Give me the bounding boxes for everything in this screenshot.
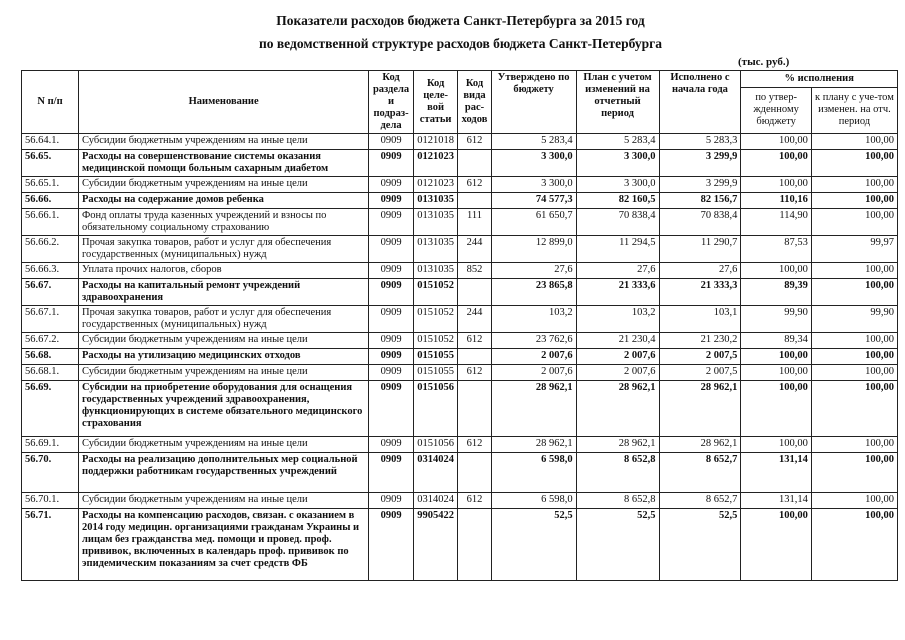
row-pct-budget: 100,00 [741, 509, 811, 581]
row-plan: 82 160,5 [576, 193, 659, 209]
row-name: Субсидии на приобретение оборудования для оснащения государственных учреждений здравоохранения, функционирующих в системе обязательного медицинского страхования [79, 381, 369, 437]
row-razdel: 0909 [369, 349, 414, 365]
row-statya: 0151055 [413, 365, 458, 381]
row-num: 56.69. [22, 381, 79, 437]
row-executed: 28 962,1 [659, 381, 741, 437]
row-pct-plan: 100,00 [811, 279, 897, 306]
row-pct-plan: 100,00 [811, 381, 897, 437]
row-pct-budget: 131,14 [741, 493, 811, 509]
row-razdel: 0909 [369, 453, 414, 493]
row-num: 56.65.1. [22, 177, 79, 193]
row-vid [458, 193, 491, 209]
row-vid: 244 [458, 306, 491, 333]
table-row [22, 279, 898, 306]
row-name: Расходы на утилизацию медицинских отходов [79, 349, 369, 365]
row-vid: 612 [458, 333, 491, 349]
row-executed: 11 290,7 [659, 236, 741, 263]
row-name: Уплата прочих налогов, сборов [79, 263, 369, 279]
row-statya: 0151056 [413, 381, 458, 437]
row-num: 56.68.1. [22, 365, 79, 381]
row-name: Расходы на компенсацию расходов, связан. с оказанием в 2014 году медицин. организациями гражданам Украины и лицам без гражданства мед. помощи и провед. проф. прививок, включенных в календарь проф. прививок по эпидемическим показаниям за счет средств ФБ [79, 509, 369, 581]
header-name: Наименование [79, 71, 369, 134]
row-num: 56.66.2. [22, 236, 79, 263]
row-name: Субсидии бюджетным учреждениям на иные цели [79, 177, 369, 193]
row-pct-budget: 100,00 [741, 134, 811, 150]
table-row [22, 437, 898, 453]
row-pct-plan: 100,00 [811, 150, 897, 177]
row-pct-budget: 100,00 [741, 349, 811, 365]
row-pct-plan: 99,97 [811, 236, 897, 263]
table-row [22, 381, 898, 437]
row-razdel: 0909 [369, 306, 414, 333]
row-num: 56.67.2. [22, 333, 79, 349]
row-name: Субсидии бюджетным учреждениям на иные цели [79, 493, 369, 509]
row-pct-budget: 89,39 [741, 279, 811, 306]
row-approved: 6 598,0 [491, 493, 576, 509]
row-num: 56.69.1. [22, 437, 79, 453]
row-name: Субсидии бюджетным учреждениям на иные цели [79, 134, 369, 150]
table-row [22, 150, 898, 177]
row-plan: 8 652,8 [576, 493, 659, 509]
row-razdel: 0909 [369, 493, 414, 509]
row-razdel: 0909 [369, 193, 414, 209]
row-approved: 6 598,0 [491, 453, 576, 493]
row-pct-plan: 100,00 [811, 453, 897, 493]
row-executed: 5 283,3 [659, 134, 741, 150]
table-row [22, 509, 898, 581]
row-vid: 852 [458, 263, 491, 279]
row-num: 56.67. [22, 279, 79, 306]
row-executed: 82 156,7 [659, 193, 741, 209]
header-percent: % исполнения [741, 71, 898, 88]
row-pct-budget: 100,00 [741, 437, 811, 453]
row-statya: 0314024 [413, 453, 458, 493]
row-pct-budget: 100,00 [741, 177, 811, 193]
table-row [22, 236, 898, 263]
row-razdel: 0909 [369, 509, 414, 581]
row-executed: 103,1 [659, 306, 741, 333]
row-statya: 0151056 [413, 437, 458, 453]
row-approved: 28 962,1 [491, 381, 576, 437]
row-executed: 28 962,1 [659, 437, 741, 453]
row-approved: 3 300,0 [491, 177, 576, 193]
row-approved: 52,5 [491, 509, 576, 581]
row-name: Расходы на содержание домов ребенка [79, 193, 369, 209]
row-vid [458, 509, 491, 581]
row-approved: 5 283,4 [491, 134, 576, 150]
row-pct-budget: 110,16 [741, 193, 811, 209]
table-row [22, 349, 898, 365]
row-pct-budget: 100,00 [741, 381, 811, 437]
row-plan: 28 962,1 [576, 381, 659, 437]
row-vid: 111 [458, 209, 491, 236]
row-razdel: 0909 [369, 279, 414, 306]
row-vid: 612 [458, 437, 491, 453]
row-approved: 74 577,3 [491, 193, 576, 209]
row-name: Прочая закупка товаров, работ и услуг для обеспечения государственных (муниципальных) нужд [79, 236, 369, 263]
row-name: Фонд оплаты труда казенных учреждений и взносы по обязательному социальному страхованию [79, 209, 369, 236]
row-num: 56.65. [22, 150, 79, 177]
document-title-line1: Показатели расходов бюджета Санкт-Петербурга за 2015 год [276, 13, 645, 28]
row-pct-budget: 100,00 [741, 263, 811, 279]
header-vid: Код вида рас-ходов [458, 71, 491, 134]
row-plan: 27,6 [576, 263, 659, 279]
row-vid [458, 349, 491, 365]
row-statya: 0151052 [413, 333, 458, 349]
row-approved: 3 300,0 [491, 150, 576, 177]
header-pct-plan: к плану с уче-том изменен. на отч. период [811, 87, 897, 133]
row-num: 56.66.1. [22, 209, 79, 236]
row-razdel: 0909 [369, 437, 414, 453]
row-plan: 11 294,5 [576, 236, 659, 263]
row-name: Субсидии бюджетным учреждениям на иные цели [79, 365, 369, 381]
row-executed: 70 838,4 [659, 209, 741, 236]
row-pct-plan: 100,00 [811, 437, 897, 453]
row-approved: 103,2 [491, 306, 576, 333]
row-approved: 23 865,8 [491, 279, 576, 306]
row-executed: 2 007,5 [659, 349, 741, 365]
table-row [22, 365, 898, 381]
row-statya: 0121023 [413, 150, 458, 177]
header-razdel: Код раздела и подраз-дела [369, 71, 414, 134]
row-razdel: 0909 [369, 134, 414, 150]
row-pct-plan: 99,90 [811, 306, 897, 333]
row-name: Субсидии бюджетным учреждениям на иные цели [79, 333, 369, 349]
row-statya: 0151052 [413, 279, 458, 306]
table-row [22, 263, 898, 279]
row-approved: 61 650,7 [491, 209, 576, 236]
header-pct-budget: по утвер-жденному бюджету [741, 87, 811, 133]
table-row [22, 193, 898, 209]
header-executed: Исполнено с начала года [659, 71, 741, 134]
row-executed: 8 652,7 [659, 493, 741, 509]
row-pct-plan: 100,00 [811, 333, 897, 349]
header-plan: План с учетом изменений на отчетный период [576, 71, 659, 134]
budget-table [21, 70, 898, 581]
row-razdel: 0909 [369, 263, 414, 279]
row-pct-budget: 114,90 [741, 209, 811, 236]
row-pct-budget: 89,34 [741, 333, 811, 349]
table-row [22, 493, 898, 509]
row-plan: 3 300,0 [576, 177, 659, 193]
row-statya: 0131035 [413, 263, 458, 279]
row-approved: 12 899,0 [491, 236, 576, 263]
row-razdel: 0909 [369, 333, 414, 349]
row-statya: 0314024 [413, 493, 458, 509]
row-plan: 5 283,4 [576, 134, 659, 150]
row-executed: 27,6 [659, 263, 741, 279]
row-pct-plan: 100,00 [811, 349, 897, 365]
row-plan: 103,2 [576, 306, 659, 333]
row-pct-plan: 100,00 [811, 509, 897, 581]
row-razdel: 0909 [369, 365, 414, 381]
row-statya: 0131035 [413, 193, 458, 209]
row-plan: 21 333,6 [576, 279, 659, 306]
row-num: 56.71. [22, 509, 79, 581]
row-statya: 0151055 [413, 349, 458, 365]
unit-label: (тыс. руб.) [738, 56, 790, 68]
row-plan: 3 300,0 [576, 150, 659, 177]
header-num: N п/п [22, 71, 79, 134]
row-plan: 2 007,6 [576, 365, 659, 381]
row-vid [458, 453, 491, 493]
row-name: Субсидии бюджетным учреждениям на иные цели [79, 437, 369, 453]
row-statya: 0121018 [413, 134, 458, 150]
table-row [22, 306, 898, 333]
row-executed: 2 007,5 [659, 365, 741, 381]
row-pct-plan: 100,00 [811, 209, 897, 236]
row-pct-budget: 99,90 [741, 306, 811, 333]
row-razdel: 0909 [369, 150, 414, 177]
row-vid: 244 [458, 236, 491, 263]
row-approved: 27,6 [491, 263, 576, 279]
row-plan: 21 230,4 [576, 333, 659, 349]
row-plan: 52,5 [576, 509, 659, 581]
row-num: 56.64.1. [22, 134, 79, 150]
table-row [22, 177, 898, 193]
row-pct-plan: 100,00 [811, 493, 897, 509]
row-approved: 28 962,1 [491, 437, 576, 453]
row-pct-plan: 100,00 [811, 365, 897, 381]
row-pct-plan: 100,00 [811, 177, 897, 193]
row-approved: 2 007,6 [491, 349, 576, 365]
header-approved: Утверждено по бюджету [491, 71, 576, 134]
row-statya: 0121023 [413, 177, 458, 193]
row-approved: 23 762,6 [491, 333, 576, 349]
row-pct-budget: 100,00 [741, 365, 811, 381]
row-vid: 612 [458, 493, 491, 509]
row-plan: 28 962,1 [576, 437, 659, 453]
row-vid: 612 [458, 134, 491, 150]
row-razdel: 0909 [369, 177, 414, 193]
row-statya: 0131035 [413, 236, 458, 263]
row-name: Расходы на реализацию дополнительных мер социальной поддержки работникам государственных учреждений [79, 453, 369, 493]
row-vid [458, 279, 491, 306]
row-razdel: 0909 [369, 381, 414, 437]
table-row [22, 134, 898, 150]
row-executed: 21 230,2 [659, 333, 741, 349]
table-row [22, 453, 898, 493]
row-executed: 21 333,3 [659, 279, 741, 306]
row-num: 56.68. [22, 349, 79, 365]
row-executed: 52,5 [659, 509, 741, 581]
row-executed: 8 652,7 [659, 453, 741, 493]
row-statya: 9905422 [413, 509, 458, 581]
row-name: Прочая закупка товаров, работ и услуг для обеспечения государственных (муниципальных) нужд [79, 306, 369, 333]
table-row [22, 333, 898, 349]
row-razdel: 0909 [369, 236, 414, 263]
row-plan: 8 652,8 [576, 453, 659, 493]
row-pct-plan: 100,00 [811, 134, 897, 150]
row-executed: 3 299,9 [659, 177, 741, 193]
row-pct-plan: 100,00 [811, 193, 897, 209]
row-name: Расходы на капитальный ремонт учреждений здравоохранения [79, 279, 369, 306]
row-statya: 0151052 [413, 306, 458, 333]
row-num: 56.70.1. [22, 493, 79, 509]
row-pct-budget: 131,14 [741, 453, 811, 493]
row-vid [458, 381, 491, 437]
header-statya: Код целе-вой статьи [413, 71, 458, 134]
row-approved: 2 007,6 [491, 365, 576, 381]
row-razdel: 0909 [369, 209, 414, 236]
row-vid: 612 [458, 365, 491, 381]
row-num: 56.66.3. [22, 263, 79, 279]
table-row [22, 209, 898, 236]
row-name: Расходы на совершенствование системы оказания медицинской помощи больным сахарным диабетом [79, 150, 369, 177]
row-plan: 70 838,4 [576, 209, 659, 236]
row-statya: 0131035 [413, 209, 458, 236]
row-vid: 612 [458, 177, 491, 193]
row-pct-plan: 100,00 [811, 263, 897, 279]
row-pct-budget: 100,00 [741, 150, 811, 177]
document-title-line2: по ведомственной структуре расходов бюджета Санкт-Петербурга [258, 36, 663, 51]
row-executed: 3 299,9 [659, 150, 741, 177]
row-vid [458, 150, 491, 177]
row-pct-budget: 87,53 [741, 236, 811, 263]
row-num: 56.70. [22, 453, 79, 493]
row-plan: 2 007,6 [576, 349, 659, 365]
row-num: 56.67.1. [22, 306, 79, 333]
row-num: 56.66. [22, 193, 79, 209]
